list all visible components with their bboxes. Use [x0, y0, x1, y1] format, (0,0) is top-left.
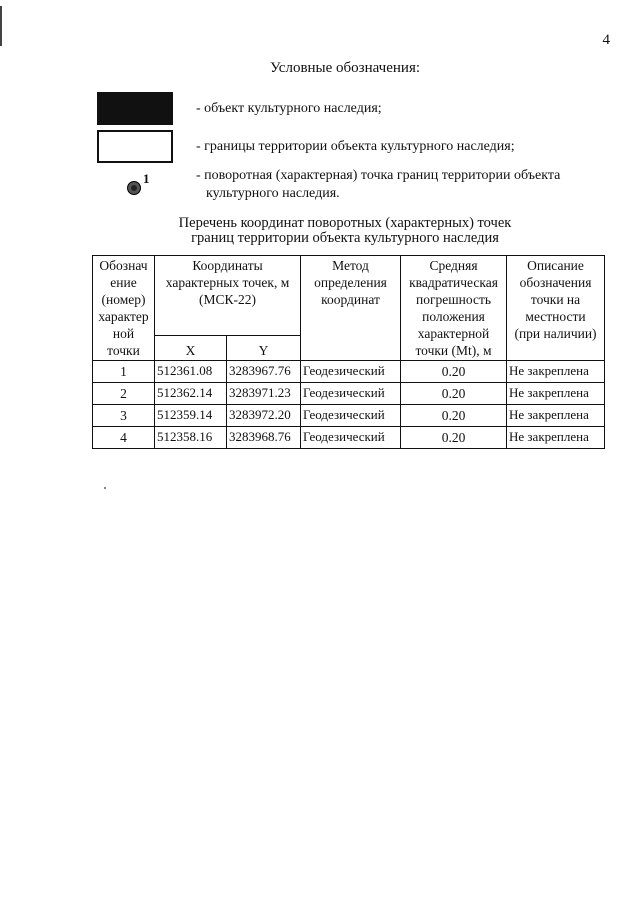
table-row: [93, 405, 605, 427]
cell-y: 3283968.76: [227, 427, 301, 449]
page-number: 4: [602, 32, 610, 48]
cell-description: Не закреплена: [507, 383, 605, 405]
legend-text-turning-point-line1: - поворотная (характерная) точка границ территории объекта: [196, 168, 561, 183]
legend-text-turning-point: [196, 167, 606, 203]
table-row: [93, 361, 605, 383]
legend-text-territory-boundary: - границы территории объекта культурного наследия;: [196, 139, 515, 154]
scan-edge-mark: [0, 6, 2, 46]
cell-y: 3283967.76: [227, 361, 301, 383]
cell-point-number: 3: [93, 405, 155, 427]
header-description: Описание обозначения точки на местности (при наличии): [507, 256, 605, 361]
table-body: [93, 361, 605, 449]
coordinates-table: [92, 255, 605, 449]
legend-symbol-heritage-object: [97, 92, 173, 125]
table-title-line2: границ территории объекта культурного наследия: [191, 230, 499, 246]
legend-text-heritage-object: - объект культурного наследия;: [196, 101, 382, 116]
cell-x: 512362.14: [155, 383, 227, 405]
cell-method: Геодезический: [301, 405, 401, 427]
table-row: [93, 383, 605, 405]
header-coordinates: Координаты характерных точек, м (МСК-22): [155, 256, 301, 336]
cell-x: 512361.08: [155, 361, 227, 383]
scan-speck: [104, 487, 106, 489]
cell-x: 512358.16: [155, 427, 227, 449]
turning-point-label: 1: [143, 171, 150, 186]
header-error: Средняя квадратическая погрешность положения характерной точки (Mt), м: [401, 256, 507, 361]
cell-description: Не закреплена: [507, 405, 605, 427]
cell-point-number: 2: [93, 383, 155, 405]
cell-x: 512359.14: [155, 405, 227, 427]
header-x: X: [155, 336, 227, 361]
cell-error: 0.20: [401, 361, 507, 383]
legend-symbol-turning-point: [127, 172, 157, 198]
cell-y: 3283972.20: [227, 405, 301, 427]
legend-title: Условные обозначения:: [269, 60, 421, 76]
header-y: Y: [227, 336, 301, 361]
cell-point-number: 1: [93, 361, 155, 383]
cell-point-number: 4: [93, 427, 155, 449]
header-method: Метод определения координат: [301, 256, 401, 361]
legend-text-turning-point-line2: культурного наследия.: [206, 186, 340, 201]
cell-method: Геодезический: [301, 383, 401, 405]
cell-error: 0.20: [401, 405, 507, 427]
table-row: [93, 427, 605, 449]
cell-method: Геодезический: [301, 427, 401, 449]
legend-symbol-territory-boundary: [97, 130, 173, 163]
turning-point-icon: [127, 181, 141, 195]
cell-method: Геодезический: [301, 361, 401, 383]
cell-description: Не закреплена: [507, 427, 605, 449]
table-title: [0, 216, 640, 246]
cell-error: 0.20: [401, 383, 507, 405]
cell-description: Не закреплена: [507, 361, 605, 383]
table-header-row: [93, 256, 605, 336]
table-title-line1: Перечень координат поворотных (характерных) точек: [178, 215, 512, 231]
header-designation: Обознач ение (номер) характер ной точки: [93, 256, 155, 361]
cell-y: 3283971.23: [227, 383, 301, 405]
cell-error: 0.20: [401, 427, 507, 449]
